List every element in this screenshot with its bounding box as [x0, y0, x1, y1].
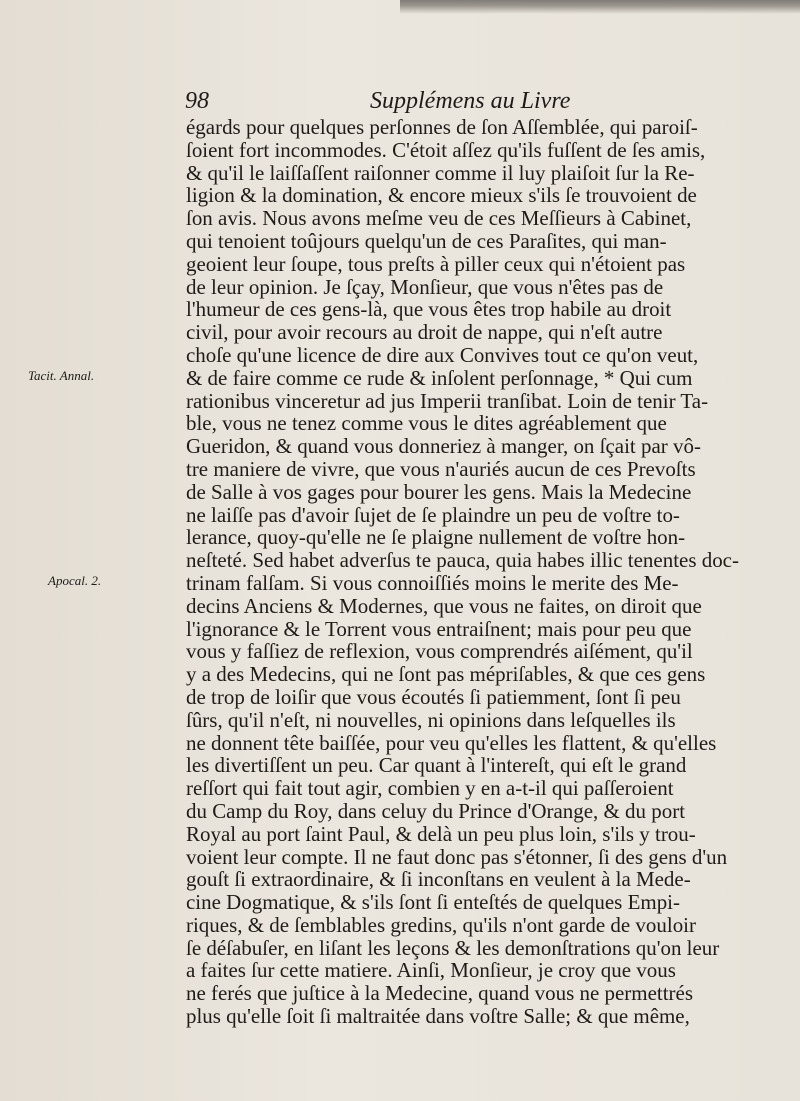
text-line: reſſort qui fait tout agir, combien y en a-t-il qui paſſeroient	[186, 776, 674, 801]
text-line: ſoient fort incommodes. C'étoit aſſez qu'ils fuſſent de ſes amis,	[186, 137, 706, 162]
page-number: 98	[185, 88, 209, 114]
text-line: choſe qu'une licence de dire aux Convives tout ce qu'on veut,	[186, 342, 699, 367]
text-line: l'humeur de ces gens-là, que vous êtes trop habile au droit	[186, 297, 672, 322]
running-title: Supplémens au Livre	[370, 88, 571, 114]
text-line: ligion & la domination, & encore mieux s'ils ſe trouvoient de	[186, 183, 697, 208]
text-line: ne laiſſe pas d'avoir ſujet de ſe plaindre un peu de voſtre to-	[186, 502, 680, 527]
text-line: a faites ſur cette matiere. Ainſi, Monſieur, je croy que vous	[186, 958, 676, 983]
text-line: ſon avis. Nous avons meſme veu de ces Meſſieurs à Cabinet,	[186, 206, 692, 231]
text-line: trinam falſam. Si vous connoiſſiés moins le merite des Me-	[186, 570, 679, 595]
text-line: lerance, quoy-qu'elle ne ſe plaigne nullement de voſtre hon-	[186, 525, 686, 550]
text-line: & de faire comme ce rude & inſolent perſonnage, * Qui cum	[186, 365, 693, 390]
text-line: vous y faſſiez de reflexion, vous comprendrés aiſément, qu'il	[186, 639, 693, 664]
text-line: tre maniere de vivre, que vous n'auriés aucun de ces Prevoſts	[186, 456, 696, 481]
text-line: du Camp du Roy, dans celuy du Prince d'Orange, & du port	[186, 798, 686, 823]
text-line: égards pour quelques perſonnes de ſon Aſſemblée, qui paroiſ-	[186, 115, 698, 139]
text-line: Gueridon, & quand vous donneriez à manger, on ſçait par vô-	[186, 434, 701, 459]
text-line: decins Anciens & Modernes, que vous ne faites, on diroit que	[186, 593, 702, 618]
text-line: de Salle à vos gages pour bourer les gens. Mais la Medecine	[186, 479, 692, 504]
text-line: & qu'il le laiſſaſſent raiſonner comme il luy plaiſoit ſur la Re-	[186, 160, 695, 185]
text-line: geoient leur ſoupe, tous preſts à piller ceux qui n'étoient pas	[186, 251, 686, 276]
text-line: civil, pour avoir recours au droit de nappe, qui n'eſt autre	[186, 320, 663, 345]
text-line: y a des Medecins, qui ne ſont pas mépriſables, & que ces gens	[186, 662, 706, 687]
text-line: ble, vous ne tenez comme vous le dites agréablement que	[186, 411, 667, 436]
text-line: de trop de loiſir que vous écoutés ſi patiemment, ſont ſi peu	[186, 684, 681, 709]
text-line: ſûrs, qu'il n'eſt, ni nouvelles, ni opinions dans leſquelles ils	[186, 707, 676, 732]
text-line: ſe déſabuſer, en liſant les leçons & les demonſtrations qu'on leur	[186, 935, 720, 960]
text-line: gouſt ſi extraordinaire, & ſi inconſtans en veulent à la Mede-	[186, 867, 691, 892]
page-edge-shadow	[400, 0, 800, 14]
margin-note-apocalypse: Apocal. 2.	[48, 573, 102, 588]
text-line: riques, & de ſemblables gredins, qu'ils n'ont garde de vouloir	[186, 912, 696, 937]
body-text	[186, 116, 786, 1028]
text-line: ne donnent tête baiſſée, pour veu qu'elles les flattent, & qu'elles	[186, 730, 717, 755]
margin-note-tacitus: Tacit. Annal.	[28, 368, 95, 383]
text-line: l'ignorance & le Torrent vous entraiſnent; mais pour peu que	[186, 616, 692, 641]
text-line: ne ferés que juſtice à la Medecine, quand vous ne permettrés	[186, 981, 693, 1006]
text-line: neſteté. Sed habet adverſus te pauca, quia habes illic tenentes doc-	[186, 548, 739, 573]
text-line: voient leur compte. Il ne faut donc pas s'étonner, ſi des gens d'un	[186, 844, 728, 869]
text-line: cine Dogmatique, & s'ils ſont ſi enteſtés de quelques Empi-	[186, 890, 680, 915]
running-head	[185, 88, 605, 118]
text-line: de leur opinion. Je ſçay, Monſieur, que vous n'êtes pas de	[186, 274, 664, 299]
text-line: les divertiſſent un peu. Car quant à l'intereſt, qui eſt le grand	[186, 753, 687, 778]
text-line: Royal au port ſaint Paul, & delà un peu plus loin, s'ils y trou-	[186, 821, 696, 846]
text-line: rationibus vinceretur ad jus Imperii tranſibat. Loin de tenir Ta-	[186, 388, 709, 413]
text-line: qui tenoient toûjours quelqu'un de ces Paraſites, qui man-	[186, 228, 667, 253]
text-line: plus qu'elle ſoit ſi maltraitée dans voſtre Salle; & que même,	[186, 1004, 690, 1029]
